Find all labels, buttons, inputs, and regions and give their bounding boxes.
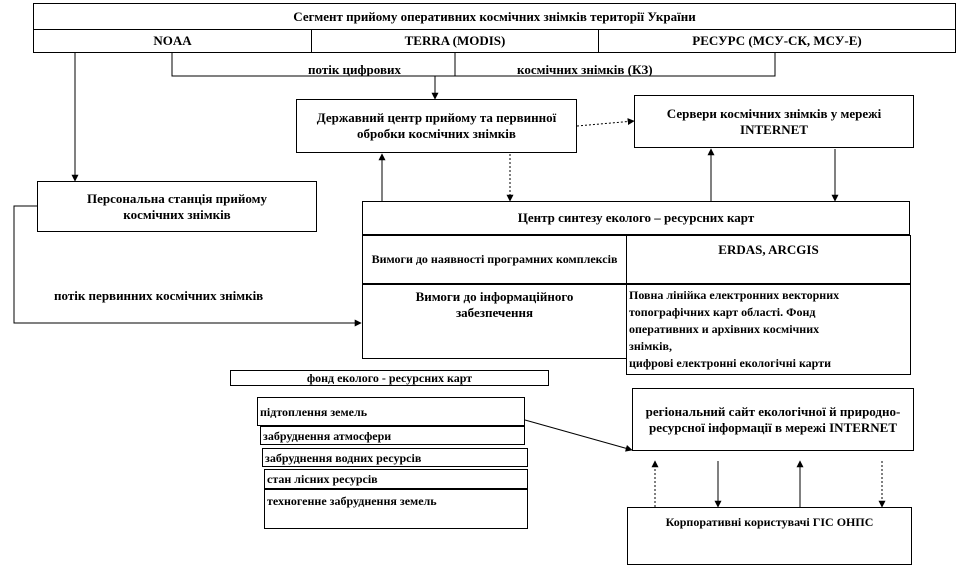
source-resurs-box [598, 29, 956, 53]
source-terra-box [311, 29, 599, 53]
fund-box [230, 370, 549, 386]
source-noaa: NOAA [153, 33, 192, 48]
info-line: знімків, [629, 339, 672, 353]
corporate-users-box [627, 507, 912, 565]
flow-top-label-1: потік цифрових [308, 62, 401, 77]
synthesis-center-box [362, 201, 910, 235]
req-software-label: Вимоги до наявності програмних комплексів [371, 252, 618, 266]
fund-item-label: техногенне забруднення земель [267, 494, 437, 508]
fund-item-label: стан лісних ресурсів [267, 472, 378, 486]
software-label: ERDAS, ARCGIS [718, 242, 819, 257]
state-center-label: Державний центр прийому та первинної обробки космічних знімків [316, 110, 557, 141]
fund-item [260, 426, 525, 445]
personal-station-box [37, 181, 317, 232]
synthesis-center-label: Центр синтезу еколого – ресурсних карт [517, 210, 755, 225]
fund-item [264, 469, 528, 489]
segment-title-box [33, 3, 956, 30]
regional-site-box [632, 388, 914, 451]
regional-site-label: регіональний сайт екологічної й природно-ресурсної інформації в мережі INTERNET [645, 403, 901, 435]
fund-item-label: підтоплення земель [260, 404, 368, 419]
info-list-box [626, 284, 911, 375]
req-info-box [362, 284, 627, 359]
fund-item-label: забруднення атмосфери [263, 428, 392, 443]
info-line: оперативних и архівних космічних [629, 322, 820, 336]
info-line: цифрові електронні екологічні карти [629, 356, 832, 370]
software-box [626, 235, 911, 284]
source-resurs: РЕСУРС (МСУ-СК, МСУ-Е) [692, 33, 862, 48]
fund-item-label: забруднення водних ресурсів [265, 450, 422, 465]
fund-item [264, 489, 528, 529]
corporate-users-label: Корпоративні користувачі ГІС ОНПС [665, 515, 874, 529]
info-line: Повна лінійка електронних векторних [629, 288, 840, 302]
fund-label: фонд еколого - ресурсних карт [306, 371, 473, 385]
source-noaa-box [33, 29, 312, 53]
req-software-box [362, 235, 627, 284]
state-center-box [296, 99, 577, 153]
flow-top-label-2: космічних знімків (КЗ) [517, 62, 653, 77]
personal-station-label: Персональна станція прийому космічних знімків [87, 190, 267, 222]
internet-servers-box [634, 95, 914, 148]
segment-title: Сегмент прийому оперативних космічних знімків території України [293, 8, 696, 24]
fund-item [262, 448, 528, 467]
source-terra: TERRA (MODIS) [404, 33, 506, 48]
info-line: топографічних карт області. Фонд [629, 305, 816, 319]
internet-servers-label: Сервери космічних знімків у мережі INTERNET [666, 105, 882, 137]
fund-item [257, 397, 525, 426]
req-info-label: Вимоги до інформаційного забезпечення [415, 289, 574, 320]
flow-primary-label: потік первинних космічних знімків [54, 288, 264, 303]
